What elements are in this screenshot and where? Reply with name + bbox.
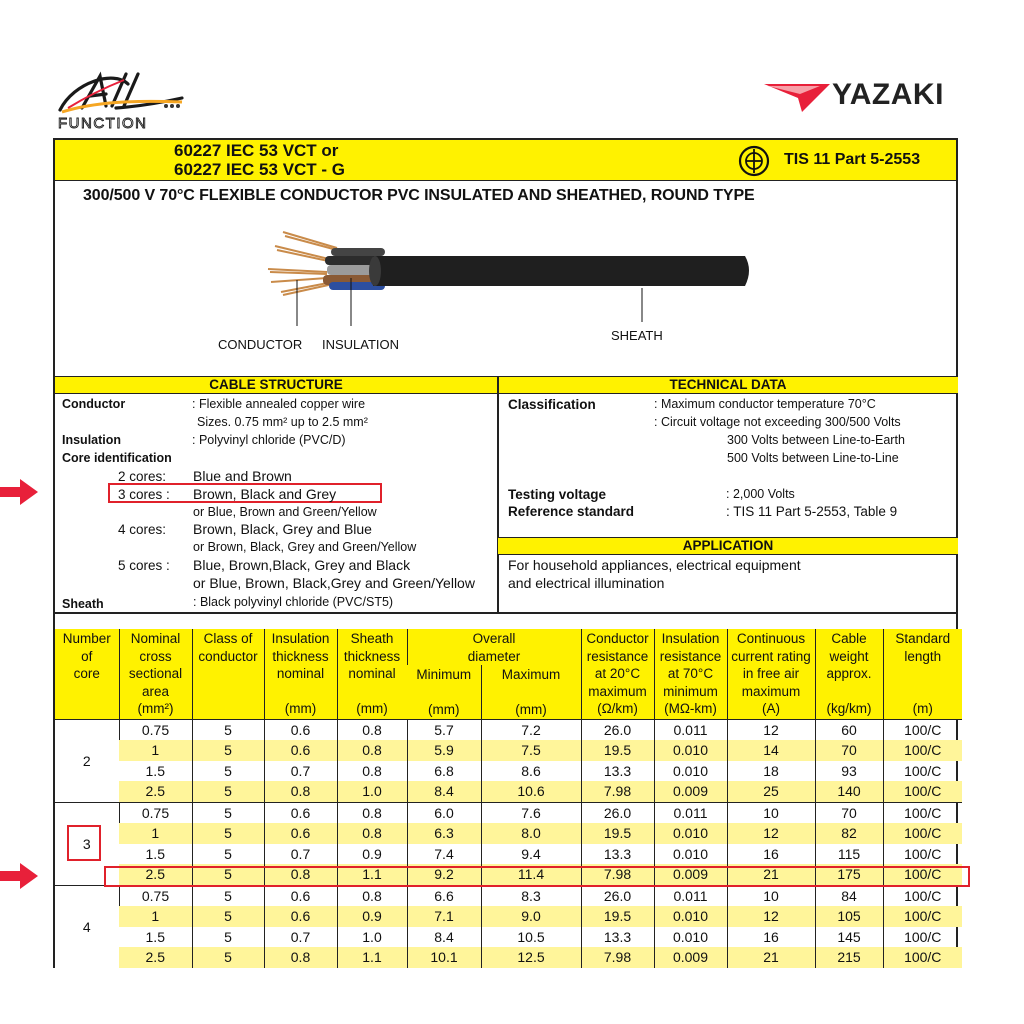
table-row (55, 781, 962, 802)
table-row (55, 947, 962, 968)
cores-4-alt: or Brown, Black, Grey and Green/Yellow (193, 540, 417, 554)
header-line: area (141, 683, 170, 699)
table-cell: 8.0 (481, 823, 581, 844)
header-line: Nominal (130, 631, 181, 646)
table-cell: 0.6 (264, 802, 337, 823)
table-cell: 10.5 (481, 927, 581, 948)
table-cell: 1.0 (337, 781, 407, 802)
logo-function-word: FUNCTION (58, 115, 148, 132)
table-cell: 0.6 (264, 906, 337, 927)
header-line: at 20°C (594, 666, 641, 681)
highlight-3-core-box (67, 825, 101, 861)
table-cell: 0.010 (654, 740, 727, 761)
table-cell: 70 (815, 802, 883, 823)
header-line: (mm²) (137, 701, 174, 716)
table-cell: 100/C (883, 740, 962, 761)
table-cell: 13.3 (581, 927, 654, 948)
application-line-2: and electrical illumination (508, 575, 665, 591)
table-cell: 10.6 (481, 781, 581, 802)
testing-voltage-value: : 2,000 Volts (726, 487, 795, 501)
header-line: Continuous (736, 631, 806, 646)
header-line: Minimum (416, 667, 472, 682)
table-cell: 1.5 (145, 928, 165, 945)
table-cell: 100/C (883, 947, 962, 968)
table-cell: 0.9 (337, 906, 407, 927)
table-cell: 140 (815, 781, 883, 802)
table-cell: 0.009 (654, 781, 727, 802)
header-line: length (904, 648, 942, 664)
header-sheath-thickness (337, 629, 407, 719)
header-line (816, 683, 883, 701)
cores-4-label: 4 cores: (118, 522, 167, 537)
table-cell: 0.010 (654, 906, 727, 927)
table-cell: 0.011 (654, 802, 727, 823)
header-line: at 70°C (667, 666, 714, 681)
table-cell: 0.75 (119, 719, 192, 740)
table-cell: 0.8 (337, 885, 407, 906)
header-line: in free air (742, 666, 800, 681)
table-cell: 0.9 (337, 844, 407, 865)
table-cell: 6.8 (407, 761, 481, 782)
header-overall-diameter (407, 629, 581, 665)
core-count-cell: 2 (55, 719, 119, 802)
header-line (265, 683, 337, 701)
header-line: Insulation (271, 631, 330, 646)
table-cell: 0.6 (264, 719, 337, 740)
table-cell: 0.8 (337, 761, 407, 782)
tis-standard-icon (738, 145, 770, 177)
header-line: current rating (731, 648, 811, 664)
table-cell: 215 (815, 947, 883, 968)
table-cell: 26.0 (581, 719, 654, 740)
insulation-value: : Polyvinyl chloride (PVC/D) (192, 433, 346, 447)
testing-voltage-label: Testing voltage (508, 487, 607, 502)
table-cell: 0.6 (264, 885, 337, 906)
table-cell: 100/C (883, 761, 962, 782)
table-cell: 13.3 (581, 761, 654, 782)
header-line: diameter (467, 648, 521, 664)
header-line: Standard (895, 631, 951, 646)
title-line-2: 60227 IEC 53 VCT - G (174, 160, 346, 179)
header-line (338, 683, 407, 701)
table-cell: 100/C (883, 781, 962, 802)
table-cell: 82 (815, 823, 883, 844)
table-cell: 5 (192, 947, 264, 968)
table-row (55, 906, 962, 927)
label-insulation: INSULATION (322, 337, 400, 352)
header-line: resistance (586, 648, 649, 664)
header-current-rating (727, 629, 815, 719)
table-cell: 7.2 (481, 719, 581, 740)
header-conductor-resistance (581, 629, 654, 719)
header-diameter-min (407, 665, 481, 719)
header-line: thickness (343, 648, 401, 664)
application-line-1: For household appliances, electrical equipment (508, 557, 801, 573)
header-line: maximum (588, 683, 647, 699)
cores-5-alt: or Blue, Brown, Black,Grey and Green/Yellow (193, 575, 475, 591)
table-row (55, 740, 962, 761)
header-line: (kg/km) (826, 701, 872, 716)
header-line: thickness (272, 648, 329, 664)
cable-illustration (55, 212, 955, 372)
table-cell: 100/C (883, 719, 962, 740)
table-cell: 0.7 (264, 844, 337, 865)
table-cell: 100/C (883, 802, 962, 823)
reference-standard-value: : TIS 11 Part 5-2553, Table 9 (726, 504, 898, 519)
header-line: (mm) (515, 702, 547, 717)
table-cell: 5 (192, 802, 264, 823)
table-cell: 0.7 (264, 927, 337, 948)
table-cell: 0.8 (337, 740, 407, 761)
table-cell: 105 (815, 906, 883, 927)
table-row (55, 885, 962, 906)
table-cell: 7.98 (581, 781, 654, 802)
table-cell: 12 (727, 906, 815, 927)
cores-5-value: Blue, Brown,Black, Grey and Black (193, 557, 411, 573)
header-line: maximum (741, 683, 801, 699)
header-line: (A) (762, 701, 780, 716)
table-row (55, 823, 962, 844)
header-line: Insulation (661, 631, 720, 646)
classification-line-1: : Maximum conductor temperature 70°C (654, 397, 876, 411)
conductor-line-2: Sizes. 0.75 mm² up to 2.5 mm² (197, 415, 368, 429)
table-cell: 1.5 (145, 845, 165, 862)
insulation-label: Insulation (62, 433, 122, 447)
header-line: approx. (826, 666, 872, 681)
table-cell: 2.5 (119, 864, 192, 885)
classification-line-3: 300 Volts between Line-to-Earth (727, 433, 905, 447)
reference-standard-label: Reference standard (508, 504, 635, 519)
header-line (884, 683, 963, 701)
header-line: (mm) (356, 701, 388, 716)
table-cell: 19.5 (581, 906, 654, 927)
header-line: Maximum (501, 667, 561, 682)
table-cell: 7.4 (407, 844, 481, 865)
table-cell: 5 (192, 844, 264, 865)
header-line: minimum (663, 683, 718, 699)
header-line: (mm) (428, 702, 460, 717)
application-header: APPLICATION (498, 537, 958, 555)
tis-standard: TIS 11 Part 5-2553 (784, 151, 921, 168)
header-line: nominal (348, 666, 396, 681)
header-line: resistance (659, 648, 722, 664)
table-cell: 1.0 (337, 927, 407, 948)
header-line: (mm) (284, 701, 317, 716)
table-cell: 115 (815, 844, 883, 865)
core-count-cell: 4 (55, 885, 119, 968)
table-cell: 7.5 (481, 740, 581, 761)
header-line: (m) (912, 701, 933, 716)
table-cell: 14 (727, 740, 815, 761)
table-row (55, 719, 962, 740)
table-cell: 9.2 (407, 864, 481, 885)
conductor-label: Conductor (62, 397, 126, 411)
table-cell: 1.1 (337, 947, 407, 968)
cores-4-value: Brown, Black, Grey and Blue (193, 521, 372, 537)
yazaki-brand: YAZAKI (832, 78, 944, 111)
table-cell: 1 (119, 823, 192, 844)
header-line: weight (829, 648, 869, 664)
table-cell: 0.010 (654, 761, 727, 782)
table-cell: 0.8 (337, 719, 407, 740)
table-cell: 7.1 (407, 906, 481, 927)
table-cell: 2.5 (119, 947, 192, 968)
all-function-logo (54, 62, 189, 132)
header-cable-weight (815, 629, 883, 719)
table-cell: 70 (815, 740, 883, 761)
table-row (55, 802, 962, 823)
title-line-1: 60227 IEC 53 VCT or (174, 141, 339, 160)
cores-5-label: 5 cores : (118, 558, 170, 573)
table-cell: 93 (815, 761, 883, 782)
table-cell: 0.7 (264, 761, 337, 782)
table-cell: 175 (815, 864, 883, 885)
header-line (884, 665, 963, 683)
table-cell: 7.6 (481, 802, 581, 823)
header-insulation-thickness (264, 629, 337, 719)
cores-3-alt: or Blue, Brown and Green/Yellow (193, 505, 377, 519)
section-divider (55, 612, 958, 614)
table-cell: 145 (815, 927, 883, 948)
cable-subtitle: 300/500 V 70°C FLEXIBLE CONDUCTOR PVC INSULATED AND SHEATHED, ROUND TYPE (83, 187, 755, 204)
table-cell: 0.010 (654, 823, 727, 844)
sheath-value: : Black polyvinyl chloride (PVC/ST5) (193, 595, 394, 609)
header-line: Number (62, 631, 111, 646)
table-cell: 1.5 (145, 762, 165, 779)
table-cell: 5.7 (407, 719, 481, 740)
table-cell: 0.011 (654, 885, 727, 906)
header-line: conductor (198, 648, 258, 664)
table-cell: 8.3 (481, 885, 581, 906)
yazaki-mark-icon (764, 80, 832, 114)
table-cell: 5.9 (407, 740, 481, 761)
table-cell: 84 (815, 885, 883, 906)
table-cell: 0.8 (264, 947, 337, 968)
table-cell: 26.0 (581, 802, 654, 823)
column-divider (497, 376, 499, 613)
header-line: Conductor (586, 631, 649, 646)
table-cell: 21 (727, 947, 815, 968)
table-cell: 0.010 (654, 927, 727, 948)
header-line: sectional (128, 666, 183, 681)
table-cell: 5 (192, 906, 264, 927)
table-cell: 7.98 (581, 864, 654, 885)
table-cell: 1 (119, 740, 192, 761)
table-cell: 18 (727, 761, 815, 782)
header-line (482, 684, 581, 702)
table-cell: 0.75 (119, 885, 192, 906)
table-cell: 25 (727, 781, 815, 802)
table-cell: 60 (815, 719, 883, 740)
cores-2-value: Blue and Brown (193, 468, 292, 484)
header-number-of-core (55, 629, 119, 719)
table-row (55, 844, 962, 865)
table-cell: 5 (192, 927, 264, 948)
table-cell: 2.5 (119, 781, 192, 802)
table-header-row (55, 629, 962, 665)
classification-line-4: 500 Volts between Line-to-Line (727, 451, 899, 465)
table-cell: 6.3 (407, 823, 481, 844)
table-cell: 5 (192, 740, 264, 761)
header-line: Overall (472, 631, 516, 646)
table-cell: 100/C (883, 823, 962, 844)
header-line: Sheath (350, 631, 394, 646)
table-cell: 11.4 (481, 864, 581, 885)
header-cross-section (119, 629, 192, 719)
table-cell: 8.4 (407, 927, 481, 948)
table-cell: 12 (727, 719, 815, 740)
table-cell: 6.6 (407, 885, 481, 906)
table-cell: 0.009 (654, 864, 727, 885)
table-cell: 100/C (883, 844, 962, 865)
table-cell: 10.1 (407, 947, 481, 968)
table-cell: 26.0 (581, 885, 654, 906)
table-cell: 100/C (883, 864, 962, 885)
table-cell: 9.4 (481, 844, 581, 865)
header-diameter-max (481, 665, 581, 719)
header-line: Class of (203, 631, 253, 646)
table-cell: 5 (192, 761, 264, 782)
sheath-label: Sheath (62, 597, 104, 611)
table-body (55, 719, 962, 968)
table-cell: 6.0 (407, 802, 481, 823)
header-line: of (81, 648, 93, 664)
header-class (192, 629, 264, 719)
pointer-arrow-icon (0, 863, 38, 889)
table-cell: 19.5 (581, 823, 654, 844)
table-cell: 0.6 (264, 823, 337, 844)
table-cell: 0.8 (337, 823, 407, 844)
table-cell: 5 (192, 823, 264, 844)
table-cell: 9.0 (481, 906, 581, 927)
header-line (407, 684, 481, 702)
table-cell: 12 (727, 823, 815, 844)
table-cell: 100/C (883, 906, 962, 927)
table-cell: 0.009 (654, 947, 727, 968)
table-cell: 100/C (883, 885, 962, 906)
table-cell: 1.1 (337, 864, 407, 885)
cores-3-label: 3 cores : (118, 487, 170, 502)
table-cell: 5 (192, 864, 264, 885)
table-row (55, 927, 962, 948)
core-count-cell: 3 (55, 802, 119, 885)
classification-label: Classification (508, 397, 596, 412)
label-sheath: SHEATH (611, 328, 663, 343)
header-line: Cable (831, 631, 867, 646)
table-cell: 10 (727, 885, 815, 906)
cable-structure-header: CABLE STRUCTURE (55, 376, 497, 394)
technical-data-header: TECHNICAL DATA (498, 376, 958, 394)
header-insulation-resistance (654, 629, 727, 719)
label-conductor: CONDUCTOR (218, 337, 303, 352)
table-cell: 1 (119, 906, 192, 927)
cores-2-label: 2 cores: (118, 469, 167, 484)
conductor-line-1: : Flexible annealed copper wire (192, 397, 366, 411)
table-cell: 0.8 (337, 802, 407, 823)
table-cell: 8.4 (407, 781, 481, 802)
table-cell: 5 (192, 885, 264, 906)
table-cell: 0.011 (654, 719, 727, 740)
cable-spec-table (55, 629, 962, 968)
table-cell: 0.75 (119, 802, 192, 823)
table-cell: 5 (192, 719, 264, 740)
header-line: nominal (276, 666, 325, 681)
core-identification-label: Core identification (62, 451, 172, 465)
cores-3-value: Brown, Black and Grey (193, 486, 337, 502)
table-cell: 13.3 (581, 844, 654, 865)
table-cell: 12.5 (481, 947, 581, 968)
table-cell: 19.5 (581, 740, 654, 761)
table-cell: 16 (727, 927, 815, 948)
table-cell: 0.8 (264, 864, 337, 885)
header-standard-length (883, 629, 962, 719)
table-cell: 21 (727, 864, 815, 885)
table-cell: 0.8 (264, 781, 337, 802)
table-cell: 0.6 (264, 740, 337, 761)
header-line: core (73, 666, 100, 681)
table-cell: 5 (192, 781, 264, 802)
table-cell: 100/C (883, 927, 962, 948)
table-cell: 0.010 (654, 844, 727, 865)
pointer-arrow-icon (0, 479, 38, 505)
header-line: (MΩ-km) (664, 701, 717, 716)
table-cell: 7.98 (581, 947, 654, 968)
header-line: cross (139, 648, 172, 664)
highlight-row-box (104, 866, 970, 887)
table-cell: 16 (727, 844, 815, 865)
table-cell: 8.6 (481, 761, 581, 782)
classification-line-2: : Circuit voltage not exceeding 300/500 Volts (654, 415, 901, 429)
product-title (174, 141, 345, 179)
table-cell: 10 (727, 802, 815, 823)
header-line: (Ω/km) (597, 701, 638, 716)
table-row (55, 761, 962, 782)
